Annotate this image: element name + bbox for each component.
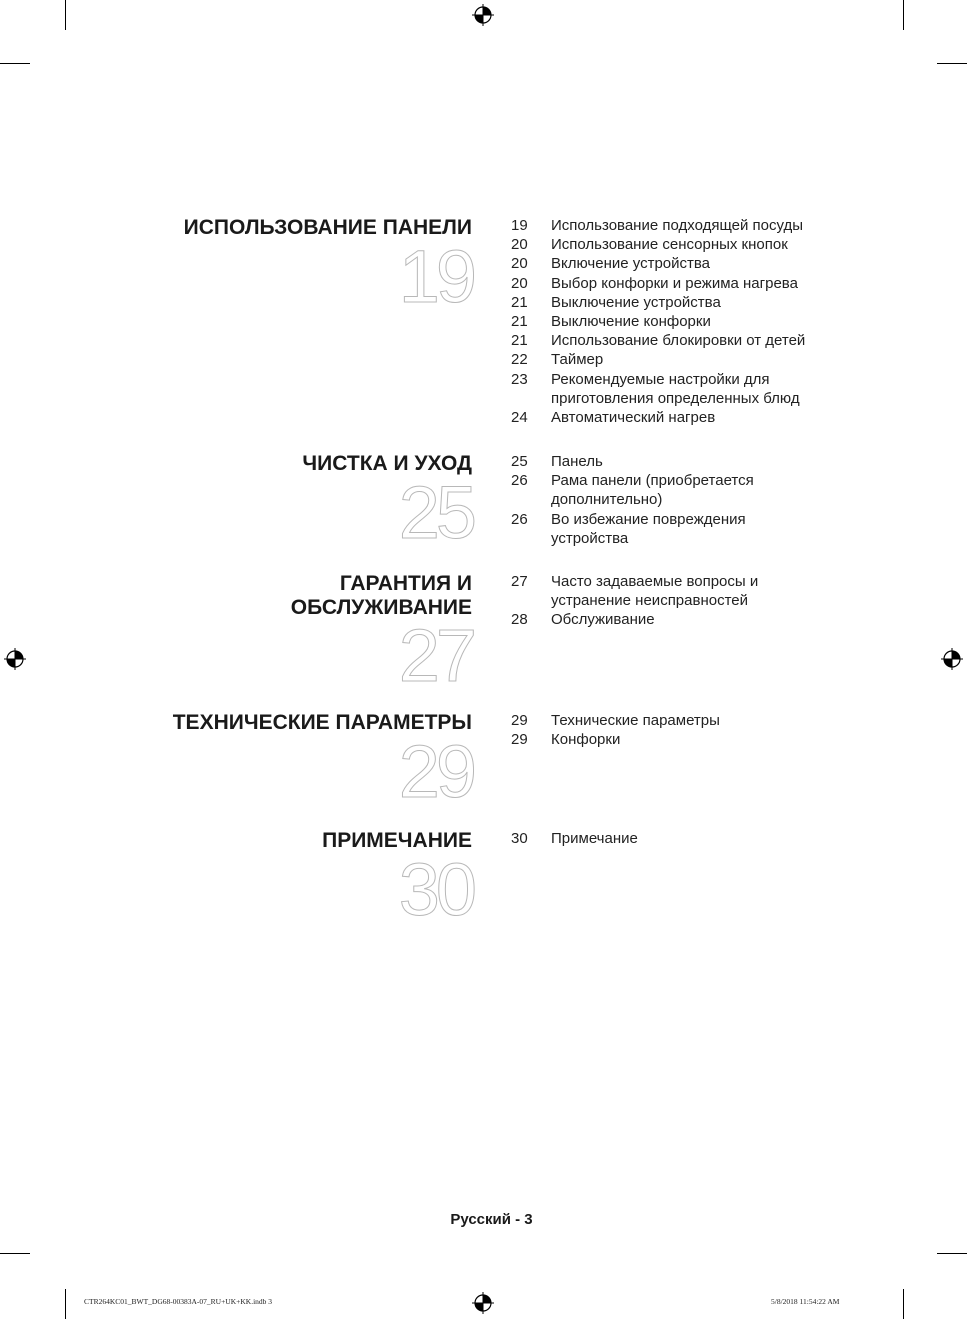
toc-item-page: 29 bbox=[511, 712, 528, 729]
toc-item[interactable] bbox=[511, 408, 841, 427]
toc-item-title: Выключение конфорки bbox=[551, 313, 711, 331]
toc-item-list bbox=[511, 452, 841, 548]
crop-mark bbox=[0, 1253, 30, 1254]
toc-item-page: 25 bbox=[511, 453, 528, 470]
toc-item[interactable] bbox=[511, 572, 841, 610]
toc-item-list bbox=[511, 829, 841, 848]
print-slug-timestamp: 5/8/2018 11:54:22 AM bbox=[771, 1297, 840, 1306]
crop-mark bbox=[903, 0, 904, 30]
toc-item-title: Рекомендуемые настройки для приготовления определенных блюд bbox=[551, 370, 800, 407]
toc-item-title: Панель bbox=[551, 453, 603, 470]
toc-item-list bbox=[511, 572, 841, 630]
toc-item-page: 20 bbox=[511, 274, 528, 292]
section-number: 25 bbox=[398, 471, 473, 554]
toc-item[interactable] bbox=[511, 254, 841, 273]
registration-mark-icon bbox=[4, 648, 26, 670]
toc-item-page: 26 bbox=[511, 510, 528, 528]
toc-item-page: 21 bbox=[511, 313, 528, 331]
section-title: ТЕХНИЧЕСКИЕ ПАРАМЕТРЫ bbox=[172, 711, 472, 734]
crop-mark bbox=[65, 1289, 66, 1319]
section-title: ИСПОЛЬЗОВАНИЕ ПАНЕЛИ bbox=[183, 216, 472, 239]
toc-item-list bbox=[511, 216, 841, 427]
toc-item[interactable] bbox=[511, 471, 841, 509]
toc-item[interactable] bbox=[511, 730, 841, 749]
section-number: 30 bbox=[398, 848, 473, 931]
toc-item[interactable] bbox=[511, 331, 841, 350]
toc-item-title: Включение устройства bbox=[551, 255, 711, 273]
toc-item[interactable] bbox=[511, 452, 841, 471]
section-number: 29 bbox=[398, 730, 473, 813]
toc-item-page: 28 bbox=[511, 611, 528, 629]
toc-item[interactable] bbox=[511, 235, 841, 254]
toc-item-page: 24 bbox=[511, 409, 528, 427]
toc-item-title: Конфорки bbox=[551, 731, 621, 749]
section-number: 19 bbox=[398, 235, 473, 318]
toc-item-title: Использование подходящей посуды bbox=[551, 217, 804, 234]
toc-item[interactable] bbox=[511, 510, 841, 548]
toc-item[interactable] bbox=[511, 312, 841, 331]
registration-mark-icon bbox=[472, 1292, 494, 1314]
toc-item-title: Использование сенсорных кнопок bbox=[551, 236, 788, 254]
toc-item-title: Использование блокировки от детей bbox=[551, 332, 806, 350]
section-number: 27 bbox=[398, 614, 473, 697]
toc-item-page: 30 bbox=[511, 830, 528, 847]
toc-item-title: Во избежание повреждения устройства bbox=[551, 510, 746, 547]
section-title: ПРИМЕЧАНИЕ bbox=[322, 829, 472, 852]
crop-mark bbox=[0, 63, 30, 64]
toc-item-title: Обслуживание bbox=[551, 611, 655, 629]
toc-item-title: Выбор конфорки и режима нагрева bbox=[551, 274, 798, 292]
toc-item-page: 27 bbox=[511, 573, 528, 590]
toc-item-page: 26 bbox=[511, 472, 528, 490]
toc-item[interactable] bbox=[511, 370, 841, 408]
print-slug-file: CTR264KC01_BWT_DG68-00383A-07_RU+UK+KK.indb 3 bbox=[84, 1297, 273, 1306]
crop-mark bbox=[65, 0, 66, 30]
toc-item-page: 23 bbox=[511, 370, 528, 388]
toc-item-page: 20 bbox=[511, 236, 528, 254]
registration-mark-icon bbox=[472, 4, 494, 26]
registration-mark-icon bbox=[941, 648, 963, 670]
toc-item-title: Примечание bbox=[551, 830, 638, 847]
toc-item-page: 19 bbox=[511, 217, 528, 234]
toc-item[interactable] bbox=[511, 829, 841, 848]
section-title: ГАРАНТИЯ И ОБСЛУЖИВАНИЕ bbox=[290, 572, 472, 619]
toc-item[interactable] bbox=[511, 216, 841, 235]
toc-item-title: Таймер bbox=[551, 351, 604, 369]
toc-item-title: Автоматический нагрев bbox=[551, 409, 716, 427]
crop-mark bbox=[903, 1289, 904, 1319]
toc-item-page: 22 bbox=[511, 351, 528, 369]
toc-item-page: 21 bbox=[511, 293, 528, 311]
page-footer: Русский - 3 bbox=[450, 1211, 533, 1228]
crop-mark bbox=[937, 1253, 967, 1254]
toc-item-title: Часто задаваемые вопросы и устранение неисправностей bbox=[551, 573, 759, 610]
section-title: ЧИСТКА И УХОД bbox=[302, 452, 472, 475]
toc-item[interactable] bbox=[511, 711, 841, 730]
toc-item-page: 20 bbox=[511, 255, 528, 273]
toc-item[interactable] bbox=[511, 350, 841, 369]
toc-item-title: Рама панели (приобретается дополнительно) bbox=[551, 472, 754, 509]
toc-item-page: 29 bbox=[511, 731, 528, 749]
toc-item-title: Выключение устройства bbox=[551, 293, 721, 311]
toc-item-list bbox=[511, 711, 841, 749]
toc-item[interactable] bbox=[511, 293, 841, 312]
toc-item-title: Технические параметры bbox=[551, 712, 720, 729]
toc-item-page: 21 bbox=[511, 332, 528, 350]
crop-mark bbox=[937, 63, 967, 64]
toc-item[interactable] bbox=[511, 274, 841, 293]
toc-item[interactable] bbox=[511, 610, 841, 629]
